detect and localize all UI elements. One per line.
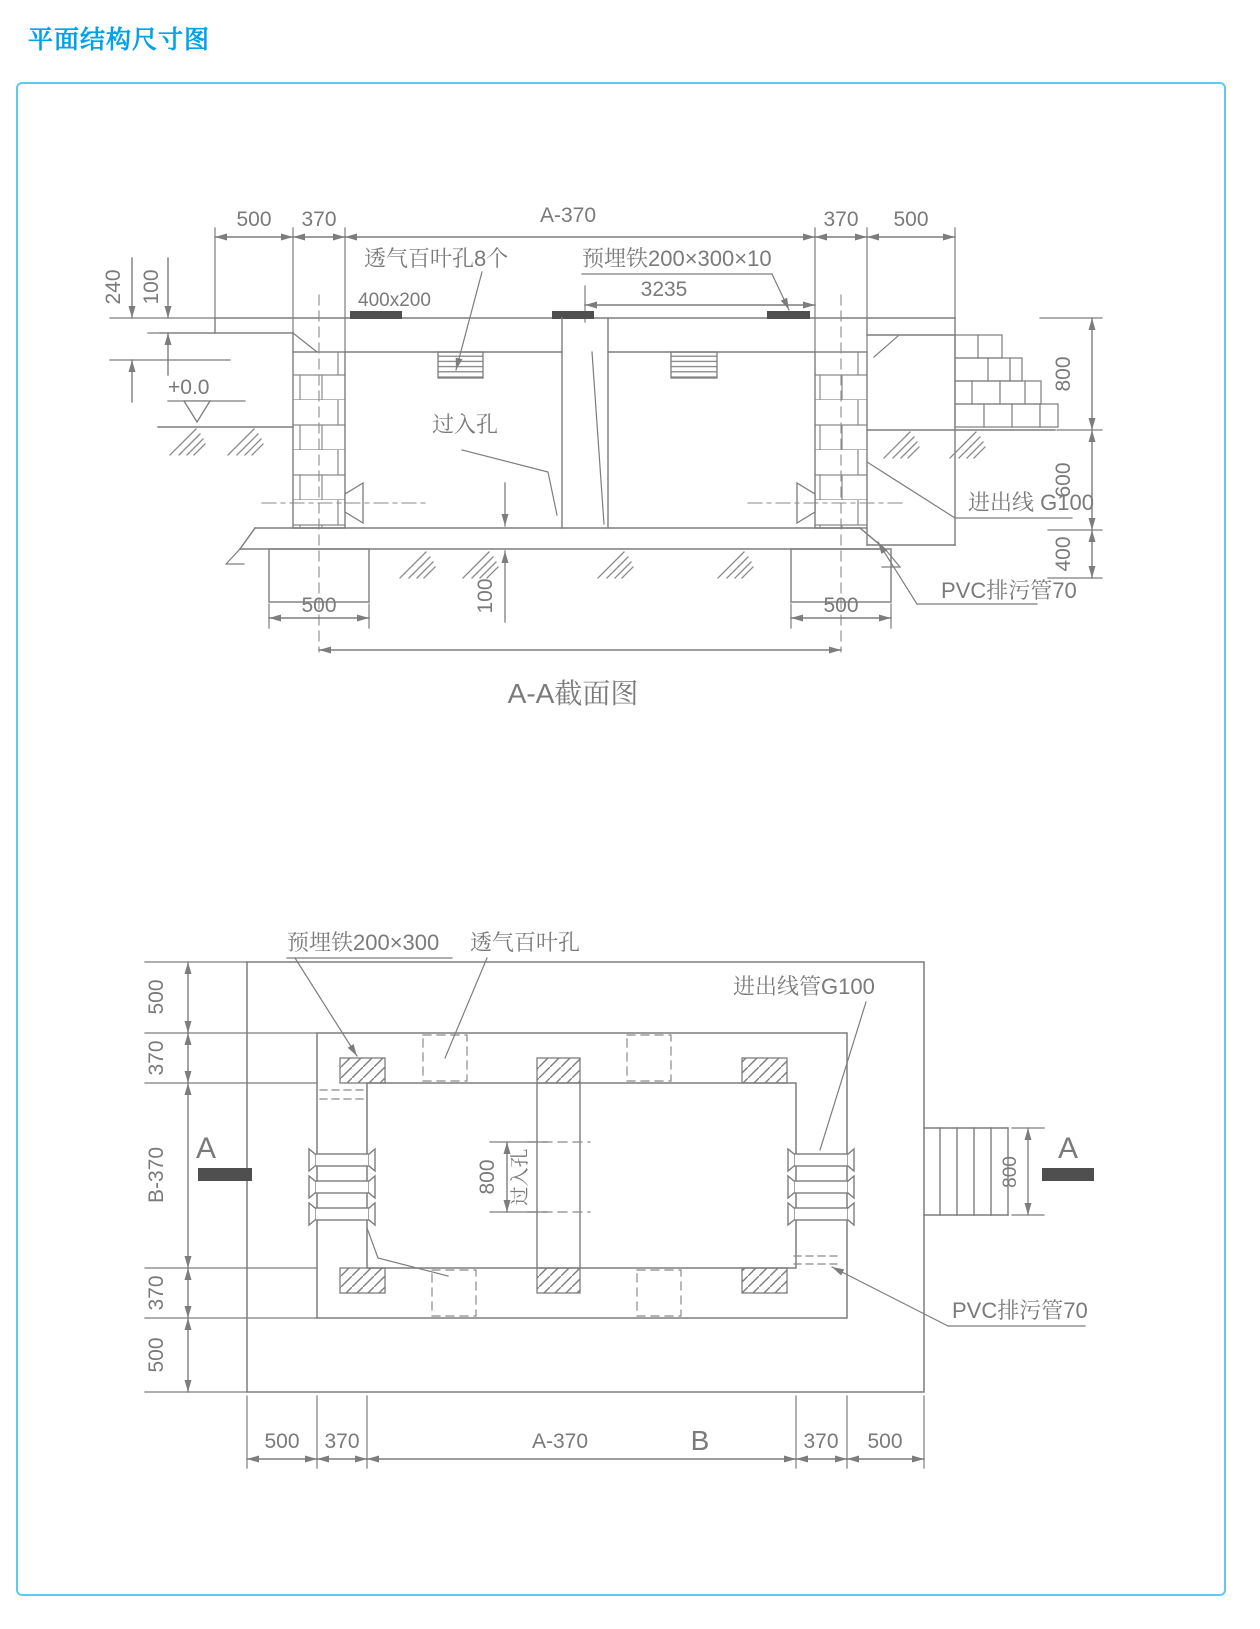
dim-400: 400 <box>1052 536 1075 572</box>
dim-600: 600 <box>1052 462 1075 498</box>
plan-embed-label: 预埋铁200×300 <box>287 930 440 955</box>
dim-top-right-500: 500 <box>893 208 929 231</box>
spool-right-1 <box>788 1149 854 1171</box>
plan-wall-inner <box>367 1083 796 1268</box>
section-caption: A-A截面图 <box>507 678 639 709</box>
dim-800: 800 <box>1052 356 1075 392</box>
section-marker-left: A <box>195 1132 217 1165</box>
plan-louver-label: 透气百叶孔 <box>470 930 581 955</box>
louver-label: 透气百叶孔8个 <box>364 246 509 271</box>
right-structure <box>867 318 955 545</box>
manhole-label: 过入孔 <box>432 412 499 437</box>
plan-outer-boundary <box>247 962 924 1392</box>
level-triangle <box>184 401 210 422</box>
section-marker-left-bar <box>198 1168 252 1181</box>
plan-dim-left-370a: 370 <box>145 1040 168 1076</box>
plan-conduit-label: 进出线管G100 <box>733 974 875 999</box>
plan-dim-bottom-370b: 370 <box>803 1430 839 1453</box>
dim-100-top: 100 <box>140 269 163 305</box>
dim-top-left-370: 370 <box>301 208 337 231</box>
plan-dim-bottom-500b: 500 <box>867 1430 903 1453</box>
plan-embed-plates <box>340 1058 787 1293</box>
louver-vent-right <box>671 352 717 378</box>
page-title: 平面结构尺寸图 <box>28 26 211 54</box>
plate-size-label: 400x200 <box>358 290 431 311</box>
level-marker-label: +0.0 <box>168 376 210 399</box>
spool-left-1 <box>309 1149 375 1171</box>
footing-dim-left: 500 <box>301 594 337 617</box>
plan-dim-bottom-a370: A-370 <box>531 1430 589 1453</box>
plan-dim-bottom-b: B <box>690 1425 710 1456</box>
dim-3235: 3235 <box>640 278 688 301</box>
plan-dim-left-500b: 500 <box>145 1337 168 1373</box>
plan-dim-bottom-500a: 500 <box>264 1430 300 1453</box>
ladder-dim: 800 <box>1000 1156 1021 1188</box>
cable-label: 进出线 G100 <box>968 490 1094 515</box>
dim-top-a370: A-370 <box>539 204 597 227</box>
plan-manhole-dim: 800 <box>476 1159 499 1195</box>
embed-plate-label: 预埋铁200×300×10 <box>582 246 772 271</box>
embed-plate-right <box>767 311 810 319</box>
plan-pvc-label: PVC排污管70 <box>952 1298 1088 1323</box>
spool-left-3 <box>309 1203 375 1225</box>
embed-plate-left <box>350 311 402 319</box>
dim-240: 240 <box>102 269 125 305</box>
ladder <box>924 1128 1008 1215</box>
section-view <box>102 204 1102 709</box>
louver-vent-left <box>438 352 483 378</box>
dim-top-left-500: 500 <box>236 208 272 231</box>
dim-top-right-370: 370 <box>823 208 859 231</box>
plan-dim-bottom-370a: 370 <box>324 1430 360 1453</box>
footing-dim-right: 500 <box>823 594 859 617</box>
brick-steps <box>955 335 1058 427</box>
section-marker-right: A <box>1057 1132 1079 1165</box>
embed-plate-center <box>552 311 594 319</box>
plan-dim-left-500a: 500 <box>145 979 168 1015</box>
spool-right-2 <box>788 1176 854 1198</box>
floor-dim-100: 100 <box>474 578 497 614</box>
plan-view <box>145 930 1094 1468</box>
section-marker-right-bar <box>1042 1168 1094 1181</box>
spool-right-3 <box>788 1203 854 1225</box>
spool-left-2 <box>309 1176 375 1198</box>
pvc-label: PVC排污管70 <box>941 578 1077 603</box>
plan-dim-left-b370: B-370 <box>145 1146 168 1204</box>
plan-dim-left-370b: 370 <box>145 1275 168 1311</box>
center-pillar <box>562 318 608 528</box>
plan-manhole-label: 过入孔 <box>510 1148 531 1206</box>
